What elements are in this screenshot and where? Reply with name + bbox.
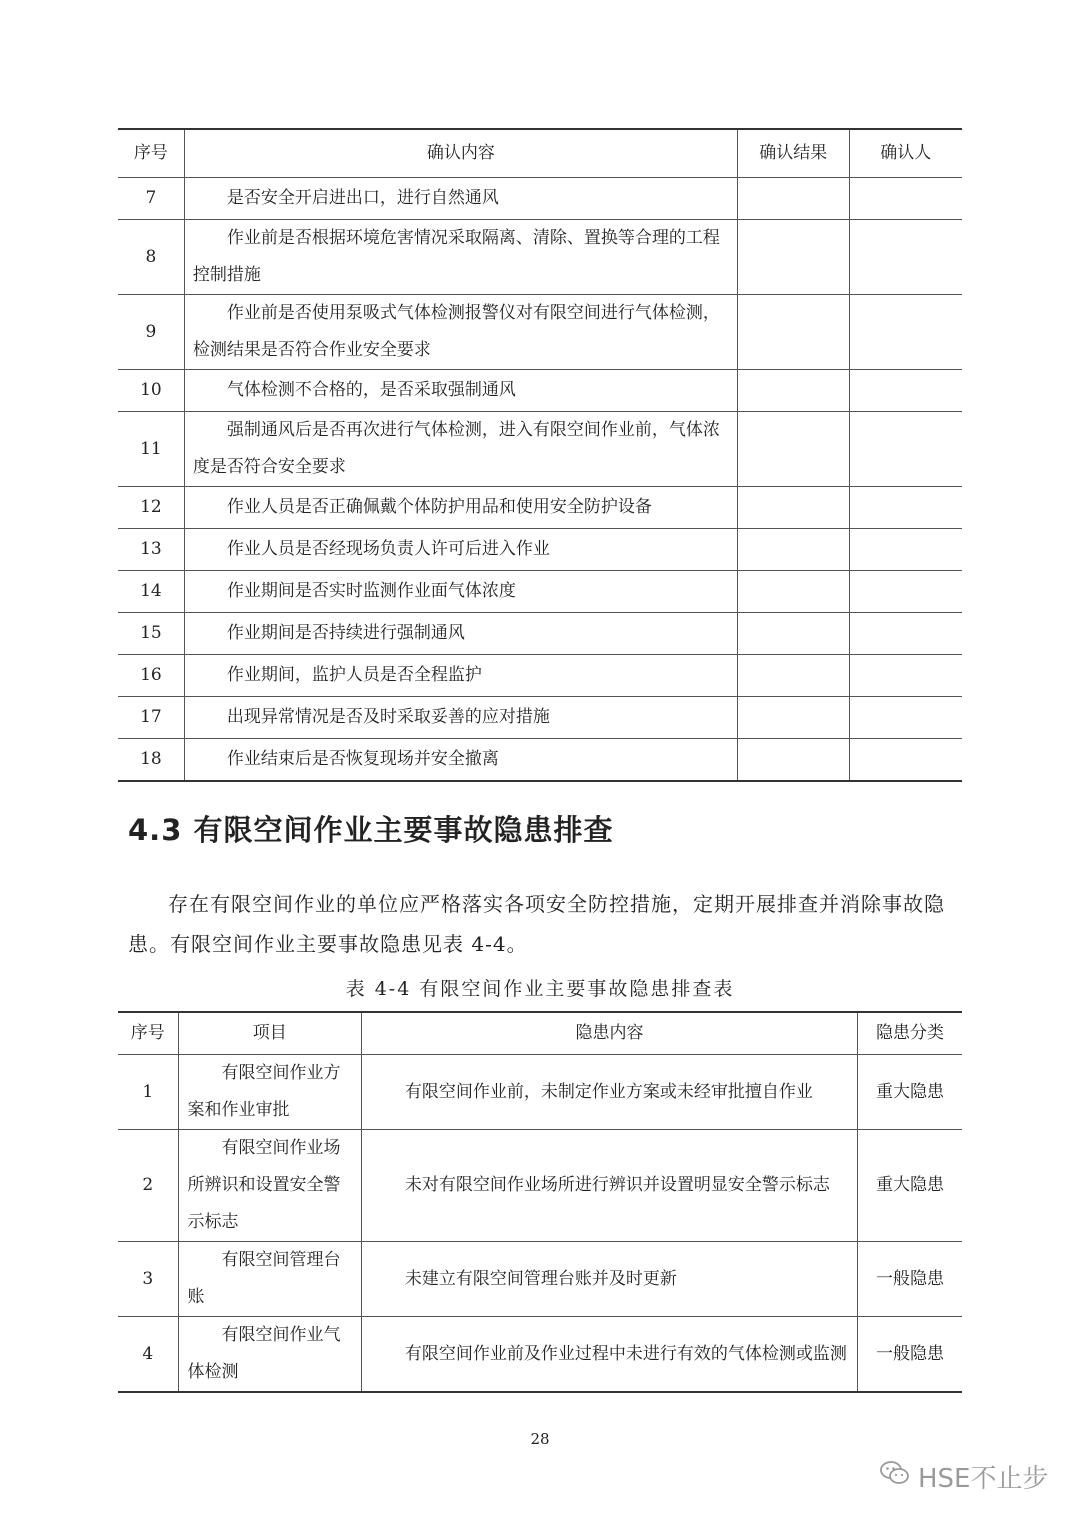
row-content: 是否安全开启进出口，进行自然通风	[184, 178, 737, 220]
wechat-icon	[880, 1460, 910, 1493]
row-category: 一般隐患	[858, 1317, 962, 1393]
row-person	[849, 178, 962, 220]
header-no: 序号	[118, 129, 184, 178]
confirmation-table	[118, 128, 962, 782]
table-row	[118, 487, 962, 529]
row-result	[737, 529, 849, 571]
row-no: 9	[118, 295, 184, 370]
table-row	[118, 739, 962, 782]
row-content: 有限空间作业前，未制定作业方案或未经审批擅自作业	[361, 1055, 857, 1130]
row-item: 有限空间作业气体检测	[178, 1317, 361, 1393]
row-content: 作业期间，监护人员是否全程监护	[184, 655, 737, 697]
row-no: 18	[118, 739, 184, 782]
row-no: 7	[118, 178, 184, 220]
row-result	[737, 571, 849, 613]
row-person	[849, 295, 962, 370]
row-no: 3	[118, 1242, 178, 1317]
table-caption: 表 4-4 有限空间作业主要事故隐患排查表	[345, 978, 735, 1000]
row-person	[849, 655, 962, 697]
table-row	[118, 295, 962, 370]
row-person	[849, 487, 962, 529]
row-result	[737, 613, 849, 655]
row-no: 12	[118, 487, 184, 529]
row-item: 有限空间作业场所辨识和设置安全警示标志	[178, 1130, 361, 1242]
row-person	[849, 370, 962, 412]
header-person: 确认人	[849, 129, 962, 178]
row-no: 1	[118, 1055, 178, 1130]
row-no: 4	[118, 1317, 178, 1393]
row-result	[737, 412, 849, 487]
row-content: 出现异常情况是否及时采取妥善的应对措施	[184, 697, 737, 739]
header-content: 隐患内容	[361, 1012, 857, 1055]
row-person	[849, 739, 962, 782]
row-no: 14	[118, 571, 184, 613]
watermark	[880, 1458, 1048, 1495]
section-heading: 4.3 有限空间作业主要事故隐患排查	[128, 813, 614, 847]
row-result	[737, 370, 849, 412]
row-result	[737, 178, 849, 220]
row-item: 有限空间作业方案和作业审批	[178, 1055, 361, 1130]
row-result	[737, 487, 849, 529]
row-no: 16	[118, 655, 184, 697]
table-row	[118, 1317, 962, 1393]
row-category: 重大隐患	[858, 1130, 962, 1242]
row-result	[737, 295, 849, 370]
row-no: 15	[118, 613, 184, 655]
header-category: 隐患分类	[858, 1012, 962, 1055]
row-no: 10	[118, 370, 184, 412]
table-row	[118, 571, 962, 613]
header-content: 确认内容	[184, 129, 737, 178]
row-content: 未对有限空间作业场所进行辨识并设置明显安全警示标志	[361, 1130, 857, 1242]
row-no: 17	[118, 697, 184, 739]
section-paragraph: 存在有限空间作业的单位应严格落实各项安全防控措施，定期开展排查并消除事故隐患。有限空间作业主要事故隐患见表 4-4。	[128, 892, 945, 956]
table-row	[118, 697, 962, 739]
row-no: 2	[118, 1130, 178, 1242]
row-result	[737, 697, 849, 739]
row-no: 11	[118, 412, 184, 487]
row-no: 8	[118, 220, 184, 295]
row-content: 作业前是否根据环境危害情况采取隔离、清除、置换等合理的工程控制措施	[184, 220, 737, 295]
table-row	[118, 1242, 962, 1317]
row-content: 未建立有限空间管理台账并及时更新	[361, 1242, 857, 1317]
table-row	[118, 529, 962, 571]
row-result	[737, 655, 849, 697]
row-category: 重大隐患	[858, 1055, 962, 1130]
row-person	[849, 613, 962, 655]
header-no: 序号	[118, 1012, 178, 1055]
row-content: 有限空间作业前及作业过程中未进行有效的气体检测或监测	[361, 1317, 857, 1393]
page-number: 28	[530, 1430, 550, 1448]
row-person	[849, 697, 962, 739]
row-content: 气体检测不合格的，是否采取强制通风	[184, 370, 737, 412]
row-result	[737, 739, 849, 782]
table-row	[118, 1130, 962, 1242]
table-header-row	[118, 1012, 962, 1055]
table-row	[118, 1055, 962, 1130]
hazard-table	[118, 1011, 962, 1393]
row-content: 作业人员是否经现场负责人许可后进入作业	[184, 529, 737, 571]
table-row	[118, 220, 962, 295]
header-item: 项目	[178, 1012, 361, 1055]
row-category: 一般隐患	[858, 1242, 962, 1317]
row-content: 作业期间是否实时监测作业面气体浓度	[184, 571, 737, 613]
table-row	[118, 613, 962, 655]
row-person	[849, 220, 962, 295]
table-row	[118, 655, 962, 697]
table-row	[118, 412, 962, 487]
row-content: 作业期间是否持续进行强制通风	[184, 613, 737, 655]
row-content: 强制通风后是否再次进行气体检测，进入有限空间作业前，气体浓度是否符合安全要求	[184, 412, 737, 487]
table-row	[118, 178, 962, 220]
row-item: 有限空间管理台账	[178, 1242, 361, 1317]
row-content: 作业结束后是否恢复现场并安全撤离	[184, 739, 737, 782]
row-content: 作业前是否使用泵吸式气体检测报警仪对有限空间进行气体检测，检测结果是否符合作业安全要求	[184, 295, 737, 370]
row-person	[849, 412, 962, 487]
row-content: 作业人员是否正确佩戴个体防护用品和使用安全防护设备	[184, 487, 737, 529]
row-no: 13	[118, 529, 184, 571]
row-result	[737, 220, 849, 295]
row-person	[849, 571, 962, 613]
header-result: 确认结果	[737, 129, 849, 178]
watermark-text: HSE不止步	[918, 1464, 1049, 1494]
row-person	[849, 529, 962, 571]
table-row	[118, 370, 962, 412]
table-header-row	[118, 129, 962, 178]
